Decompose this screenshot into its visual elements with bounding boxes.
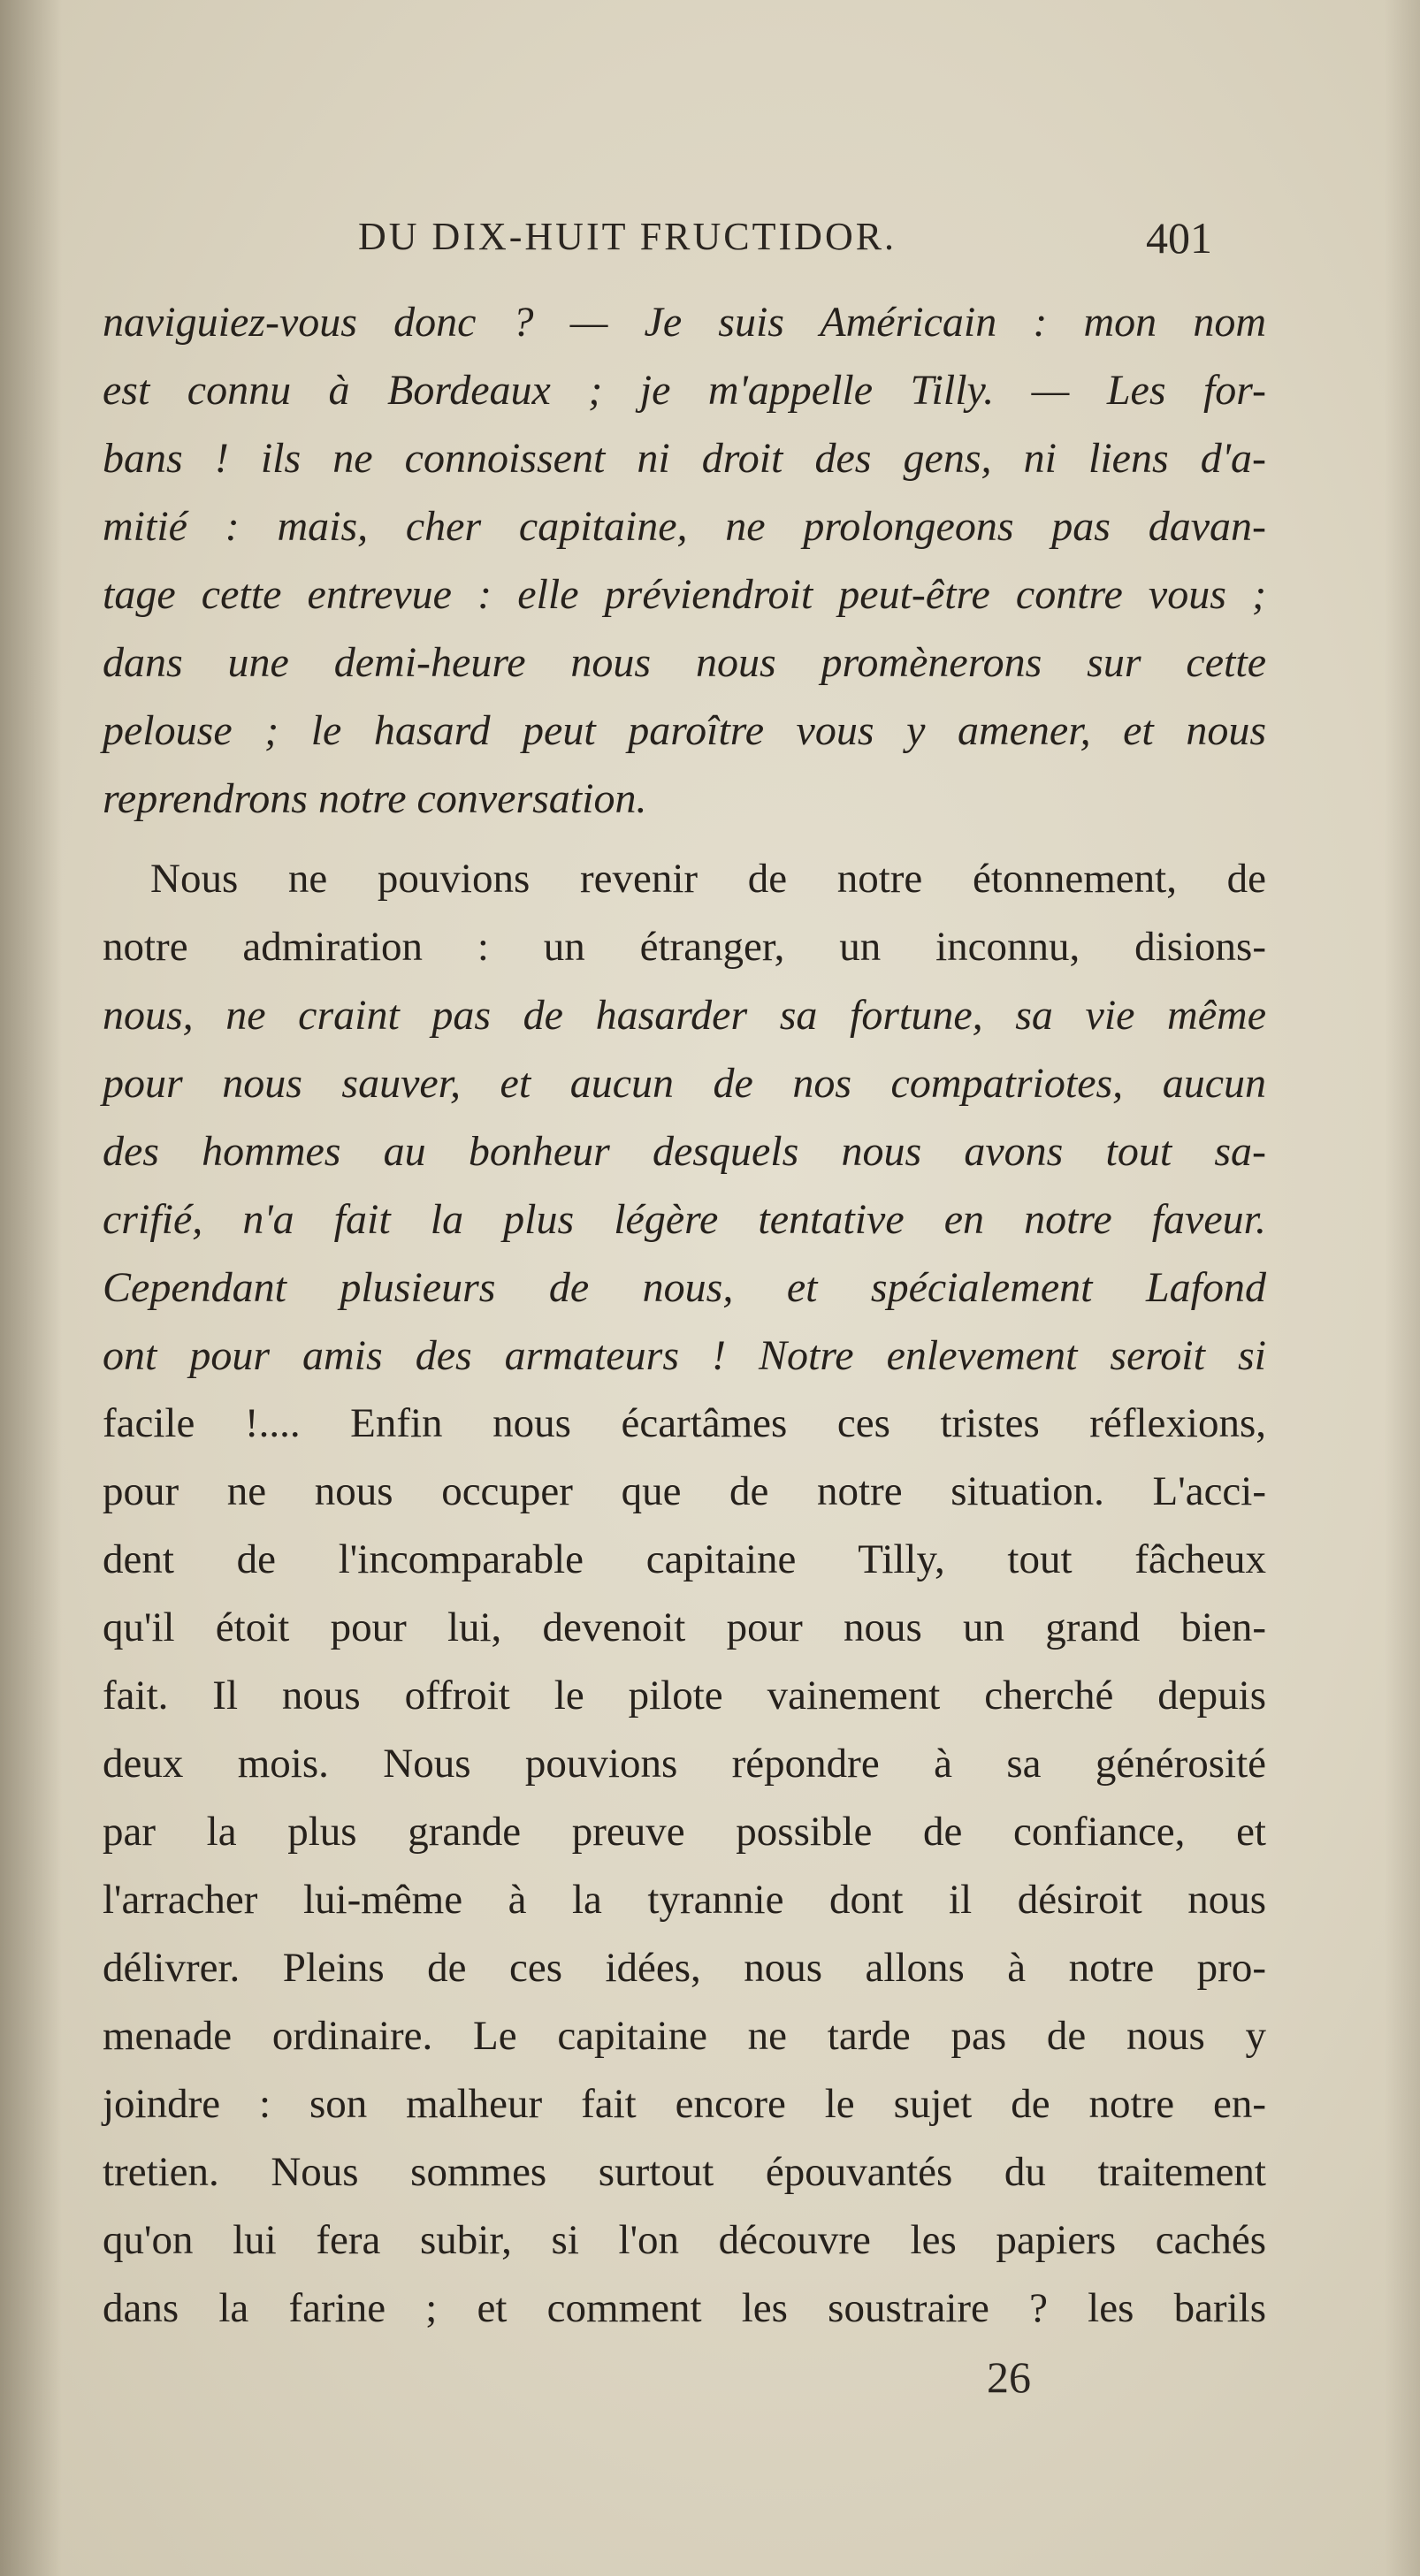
text-line: dent de l'incomparable capitaine Tilly, tout fâcheux bbox=[103, 1536, 1266, 1582]
text-line: deux mois. Nous pouvions répondre à sa générosité bbox=[103, 1741, 1266, 1787]
text-line: dans la farine ; et comment les soustraire ? les barils bbox=[103, 2285, 1266, 2331]
page-number: 401 bbox=[1146, 213, 1212, 263]
text-line: reprendrons notre conversation. bbox=[103, 775, 647, 822]
text-line: nous, ne craint pas de hasarder sa fortune, sa vie même bbox=[103, 992, 1266, 1039]
text-line: des hommes au bonheur desquels nous avons tout sa- bbox=[103, 1128, 1266, 1175]
text-line: délivrer. Pleins de ces idées, nous allons à notre pro- bbox=[103, 1945, 1266, 1991]
text-line: menade ordinaire. Le capitaine ne tarde pas de nous y bbox=[103, 2013, 1266, 2059]
text-line: mitié : mais, cher capitaine, ne prolongeons pas davan- bbox=[103, 503, 1266, 550]
text-line: tage cette entrevue : elle préviendroit peut-être contre vous ; bbox=[103, 571, 1266, 618]
text-line: facile !.... Enfin nous écartâmes ces tristes réflexions, bbox=[103, 1400, 1266, 1446]
text-line: fait. Il nous offroit le pilote vainement cherché depuis bbox=[103, 1673, 1266, 1719]
text-line: par la plus grande preuve possible de confiance, et bbox=[103, 1809, 1266, 1855]
gutter-shadow bbox=[0, 0, 62, 2576]
text-line: ont pour amis des armateurs ! Notre enlevement seroit si bbox=[103, 1332, 1266, 1379]
text-line: est connu à Bordeaux ; je m'appelle Tilly. — Les for- bbox=[103, 367, 1266, 414]
body-text bbox=[103, 288, 1266, 2343]
text-line: pour nous sauver, et aucun de nos compatriotes, aucun bbox=[103, 1060, 1266, 1107]
text-line: Cependant plusieurs de nous, et spécialement Lafond bbox=[103, 1264, 1266, 1311]
text-line: qu'on lui fera subir, si l'on découvre les papiers cachés bbox=[103, 2217, 1266, 2263]
text-line: Nous ne pouvions revenir de notre étonnement, de bbox=[150, 856, 1266, 902]
text-line: pelouse ; le hasard peut paroître vous y amener, et nous bbox=[103, 707, 1266, 754]
text-line: pour ne nous occuper que de notre situation. L'acci- bbox=[103, 1468, 1266, 1514]
text-line: tretien. Nous sommes surtout épouvantés du traitement bbox=[103, 2149, 1266, 2195]
text-line: l'arracher lui-même à la tyrannie dont il désiroit nous bbox=[103, 1877, 1266, 1923]
text-line: naviguiez-vous donc ? — Je suis Américain : mon nom bbox=[103, 299, 1266, 346]
text-line: bans ! ils ne connoissent ni droit des gens, ni liens d'a- bbox=[103, 435, 1266, 482]
signature-mark: 26 bbox=[987, 2352, 1031, 2402]
paragraph-gap bbox=[103, 833, 1266, 845]
running-head: DU DIX-HUIT FRUCTIDOR. bbox=[358, 215, 897, 258]
text-line: crifié, n'a fait la plus légère tentative en notre faveur. bbox=[103, 1196, 1266, 1243]
text-line: qu'il étoit pour lui, devenoit pour nous un grand bien- bbox=[103, 1604, 1266, 1650]
text-line: notre admiration : un étranger, un inconnu, disions- bbox=[103, 924, 1266, 970]
text-line: joindre : son malheur fait encore le sujet de notre en- bbox=[103, 2081, 1266, 2127]
page-edge-shadow bbox=[1385, 0, 1420, 2576]
text-line: dans une demi-heure nous nous promènerons sur cette bbox=[103, 639, 1266, 686]
